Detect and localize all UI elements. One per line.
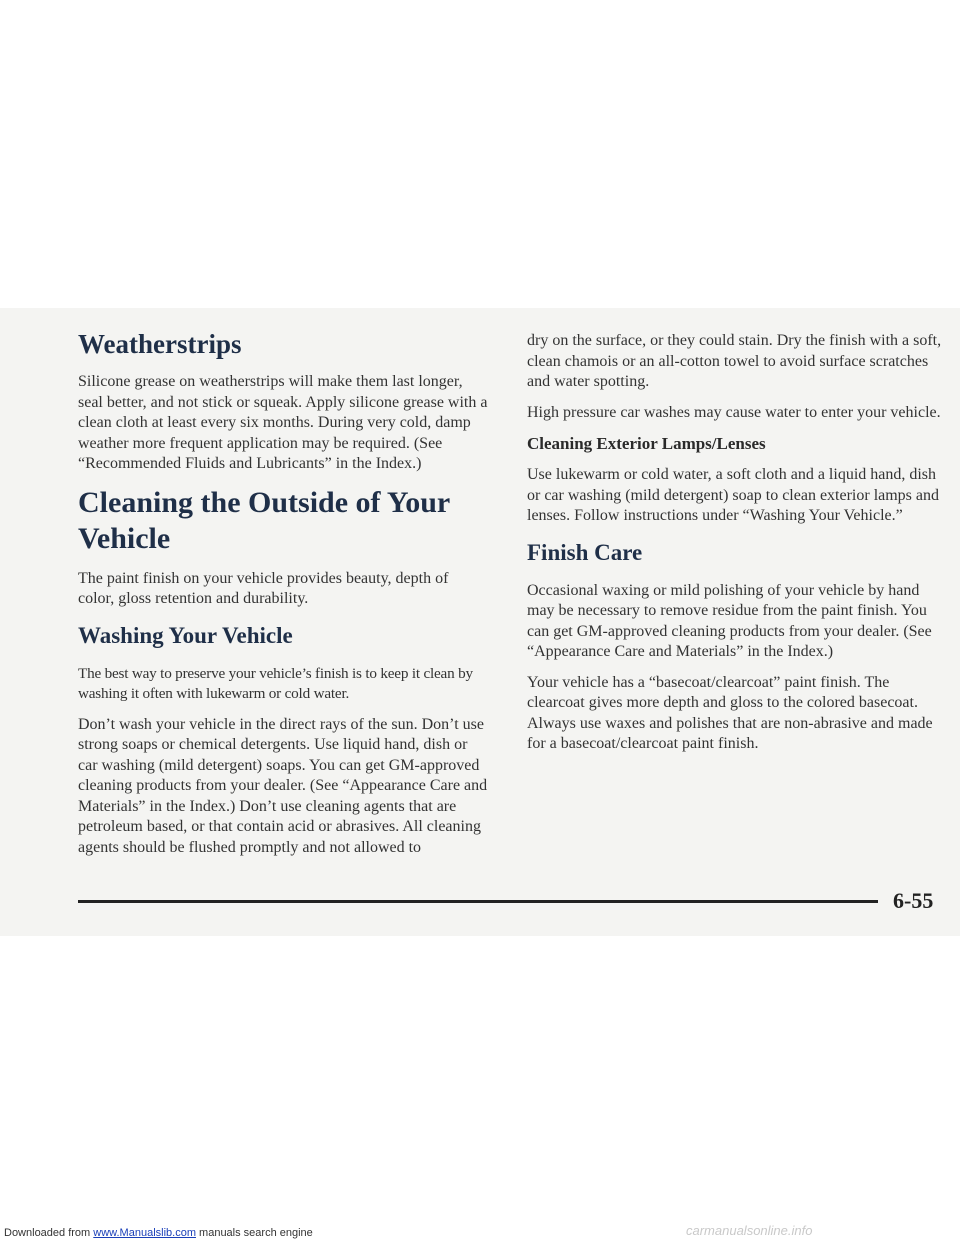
washing-paragraph-1: The best way to preserve your vehicle’s finish is to keep it clean by washing it often with lukewarm or cold water. (78, 664, 473, 702)
chapter-intro-paragraph: The paint finish on your vehicle provides beauty, depth of color, gloss retention and durability. (78, 569, 449, 607)
chapter-heading: Cleaning the Outside of Your Vehicle (78, 485, 450, 555)
footer-suffix: manuals search engine (195, 1227, 313, 1239)
washing-paragraph-2: Don’t wash your vehicle in the direct rays of the sun. Don’t use strong soaps or chemical detergents. Use liquid hand, dish or car washing (mild detergent) soaps. You can get GM-approved cleaning products from your dealer. (See “Appearance Care and Materials” in the Index.) Don’t use cleaning agents that are petroleum based, or that contain acid or abrasives. All cleaning agents should be flushed promptly and not allowed to (78, 715, 488, 856)
download-footer (4, 1227, 313, 1239)
washing-heading: Washing Your Vehicle (78, 622, 293, 648)
high-pressure-paragraph: High pressure car washes may cause water to enter your vehicle. (527, 403, 941, 421)
footer-prefix: Downloaded from (4, 1227, 94, 1239)
left-column (78, 328, 488, 868)
page-number: 6-55 (893, 888, 934, 913)
page-rule (78, 900, 878, 903)
lamps-paragraph: Use lukewarm or cold water, a soft cloth and a liquid hand, dish or car washing (mild detergent) soap to clean exterior lamps and lenses. Follow instructions under “Washing Your Vehicle.” (527, 466, 940, 524)
weatherstrips-heading: Weatherstrips (78, 329, 242, 359)
right-column (527, 331, 942, 765)
lamps-heading: Cleaning Exterior Lamps/Lenses (527, 434, 766, 453)
manualslib-link[interactable]: www.Manualslib.com (93, 1227, 196, 1239)
watermark: carmanualsonline.info (686, 1223, 813, 1238)
weatherstrips-paragraph: Silicone grease on weatherstrips will make them last longer, seal better, and not stick or squeak. Apply silicone grease with a clean cloth at least every six months. During very cold, damp weather more frequent application may be required. (See “Recommended Fluids and Lubricants” in the Index.) (78, 373, 488, 472)
finish-care-heading: Finish Care (527, 539, 643, 565)
finish-paragraph-2: Your vehicle has a “basecoat/clearcoat” paint finish. The clearcoat gives more depth and gloss to the colored basecoat. Always use waxes and polishes that are non-abrasive and made for a basecoat/clearcoat paint finish. (527, 673, 933, 752)
washing-continued-paragraph: dry on the surface, or they could stain. Dry the finish with a soft, clean chamois or an all-cotton towel to avoid surface scratches and water spotting. (527, 332, 942, 390)
finish-paragraph-1: Occasional waxing or mild polishing of your vehicle by hand may be necessary to remove residue from the paint finish. You can get GM-approved cleaning products from your dealer. (See “Appearance Care and Materials” in the Index.) (527, 581, 932, 660)
